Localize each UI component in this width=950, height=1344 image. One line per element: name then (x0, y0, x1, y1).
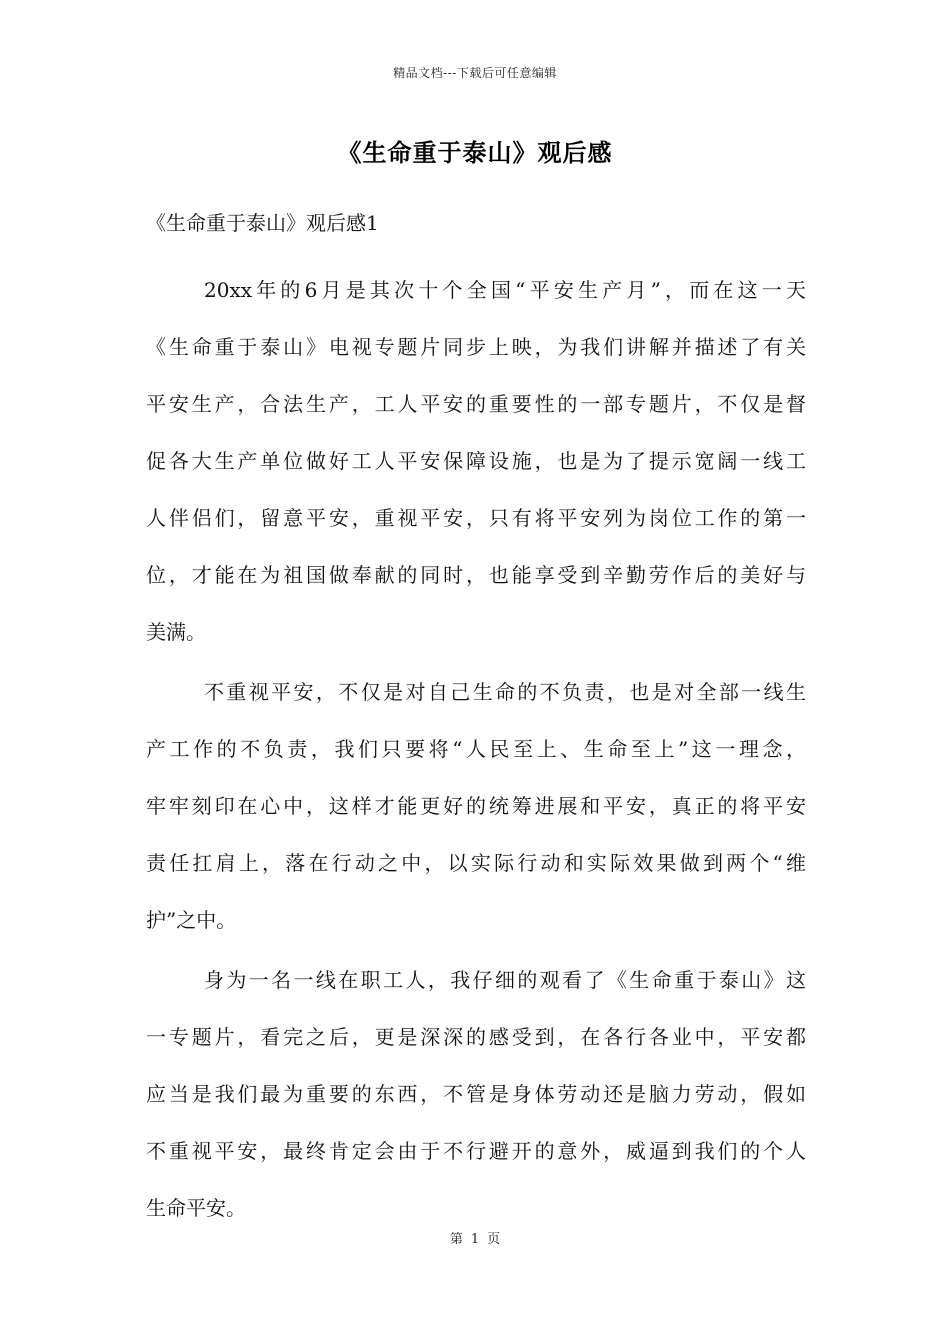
text-line: 应当是我们最为重要的东西，不管是身体劳动还是脑力劳动，假如 (146, 1082, 806, 1106)
text-line: 身为一名一线在职工人，我仔细的观看了《生命重于泰山》这 (204, 968, 806, 992)
paragraph-1 (146, 262, 806, 661)
paragraph-3 (146, 952, 806, 1237)
text-line: 不重视平安，最终肯定会由于不行避开的意外，威逼到我们的个人 (146, 1139, 806, 1163)
text-line: 生命平安。 (146, 1196, 246, 1220)
text-line: 护”之中。 (146, 908, 237, 932)
document-body (146, 262, 806, 1237)
text-line: 平安生产，合法生产，工人平安的重要性的一部专题片，不仅是督 (146, 392, 806, 416)
text-line: 不重视平安，不仅是对自己生命的不负责，也是对全部一线生 (204, 680, 806, 704)
text-line: 人伴侣们，留意平安，重视平安，只有将平安列为岗位工作的第一 (146, 506, 806, 530)
section-subtitle: 《生命重于泰山》观后感1 (146, 211, 379, 235)
page-footer (0, 1228, 950, 1247)
text-line: 美满。 (146, 620, 206, 644)
page-number-prefix: 第 (449, 1232, 463, 1247)
text-line: 牢牢刻印在心中，这样才能更好的统筹进展和平安，真正的将平安 (146, 794, 806, 818)
text-line: 责任扛肩上，落在行动之中，以实际行动和实际效果做到两个“维 (146, 851, 806, 875)
text-line: 产工作的不负责，我们只要将“人民至上、生命至上”这一理念， (146, 737, 806, 761)
text-line: 20xx年的6月是其次十个全国“平安生产月”，而在这一天 (204, 278, 806, 302)
page-number: 1 (470, 1232, 480, 1247)
paragraph-2 (146, 664, 806, 949)
text-line: 《生命重于泰山》电视专题片同步上映，为我们讲解并描述了有关 (146, 335, 806, 359)
document-title: 《生命重于泰山》观后感 (337, 138, 613, 167)
page-header (0, 64, 950, 81)
text-line: 一专题片，看完之后，更是深深的感受到，在各行各业中，平安都 (146, 1025, 806, 1049)
header-text: 精品文档---下载后可任意编辑 (393, 66, 557, 80)
text-line: 促各大生产单位做好工人平安保障设施，也是为了提示宽阔一线工 (146, 449, 806, 473)
page-number-suffix: 页 (487, 1232, 501, 1247)
text-line: 位，才能在为祖国做奉献的同时，也能享受到辛勤劳作后的美好与 (146, 563, 806, 587)
